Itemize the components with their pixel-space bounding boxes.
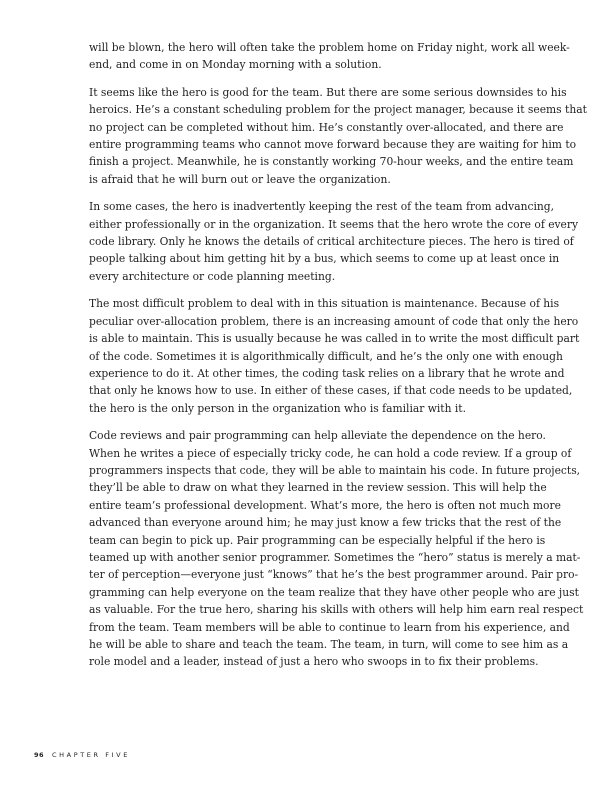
text-line: entire team’s professional development. What’s more, the hero is often not much more <box>89 498 561 512</box>
text-line: every architecture or code planning meeting. <box>89 269 336 283</box>
text-line: ter of perception—everyone just “knows” that he’s the best programmer around. Pair pro- <box>89 568 579 582</box>
text-line: they’ll be able to draw on what they learned in the review session. This will help the <box>89 481 547 495</box>
body-text <box>89 39 587 681</box>
text-line: The most difficult problem to deal with in this situation is maintenance. Because of his <box>89 297 560 311</box>
text-line: code library. Only he knows the details of critical architecture pieces. The hero is tired of <box>89 235 574 249</box>
text-line: gramming can help everyone on the team realize that they have other people who are just <box>89 585 579 599</box>
text-line: role model and a leader, instead of just a hero who swoops in to fix their problems. <box>89 655 539 669</box>
paragraph-3 <box>89 198 579 285</box>
text-line: as valuable. For the true hero, sharing his skills with others will help him earn real respect <box>89 603 584 617</box>
page-footer <box>34 751 130 759</box>
text-line: will be blown, the hero will often take the problem home on Friday night, work all week- <box>89 41 570 54</box>
paragraph-1 <box>89 39 570 74</box>
text-line: When he writes a piece of especially tricky code, he can hold a code review. If a group of <box>89 446 572 460</box>
text-line: is able to maintain. This is usually because he was called in to write the most difficult part <box>89 332 580 346</box>
text-line: the hero is the only person in the organization who is familiar with it. <box>89 401 466 415</box>
text-line: either professionally or in the organization. It seems that the hero wrote the core of every <box>89 217 579 231</box>
page-number: 96 <box>34 751 45 759</box>
text-line: peculiar over-allocation problem, there is an increasing amount of code that only the hero <box>89 314 579 328</box>
text-line: experience to do it. At other times, the coding task relies on a library that he wrote and <box>89 366 565 380</box>
text-line: people talking about him getting hit by a bus, which seems to come up at least once in <box>89 252 560 266</box>
text-line: In some cases, the hero is inadvertently keeping the rest of the team from advancing, <box>89 200 555 214</box>
paragraph-5 <box>89 427 584 671</box>
text-line: It seems like the hero is good for the team. But there are some serious downsides to his <box>89 85 567 99</box>
text-line: from the team. Team members will be able to continue to learn from his experience, and <box>89 620 570 634</box>
text-line: finish a project. Meanwhile, he is constantly working 70-hour weeks, and the entire team <box>89 155 574 169</box>
text-line: is afraid that he will burn out or leave the organization. <box>89 172 391 186</box>
text-line: he will be able to share and teach the team. The team, in turn, will come to see him as a <box>89 638 569 651</box>
paragraph-2 <box>89 84 587 188</box>
text-line: advanced than everyone around him; he may just know a few tricks that the rest of the <box>89 516 562 530</box>
paragraph-4 <box>89 295 580 417</box>
text-line: heroics. He’s a constant scheduling problem for the project manager, because it seems that <box>89 103 587 117</box>
text-line: entire programming teams who cannot move forward because they are waiting for him to <box>89 138 577 152</box>
text-line: team can begin to pick up. Pair programming can be especially helpful if the hero is <box>89 533 546 547</box>
text-line: Code reviews and pair programming can help alleviate the dependence on the hero. <box>89 429 546 443</box>
text-line: that only he knows how to use. In either of these cases, if that code needs to be updated, <box>89 384 573 398</box>
text-line: no project can be completed without him. He’s constantly over-allocated, and there are <box>89 120 564 134</box>
text-line: end, and come in on Monday morning with a solution. <box>89 58 382 72</box>
text-line: programmers inspects that code, they will be able to maintain his code. In future projects, <box>89 463 581 477</box>
text-line: of the code. Sometimes it is algorithmically difficult, and he’s the only one with enough <box>89 349 563 363</box>
chapter-label: CHAPTER FIVE <box>52 751 130 759</box>
text-line: teamed up with another senior programmer. Sometimes the “hero” status is merely a mat- <box>89 550 581 564</box>
